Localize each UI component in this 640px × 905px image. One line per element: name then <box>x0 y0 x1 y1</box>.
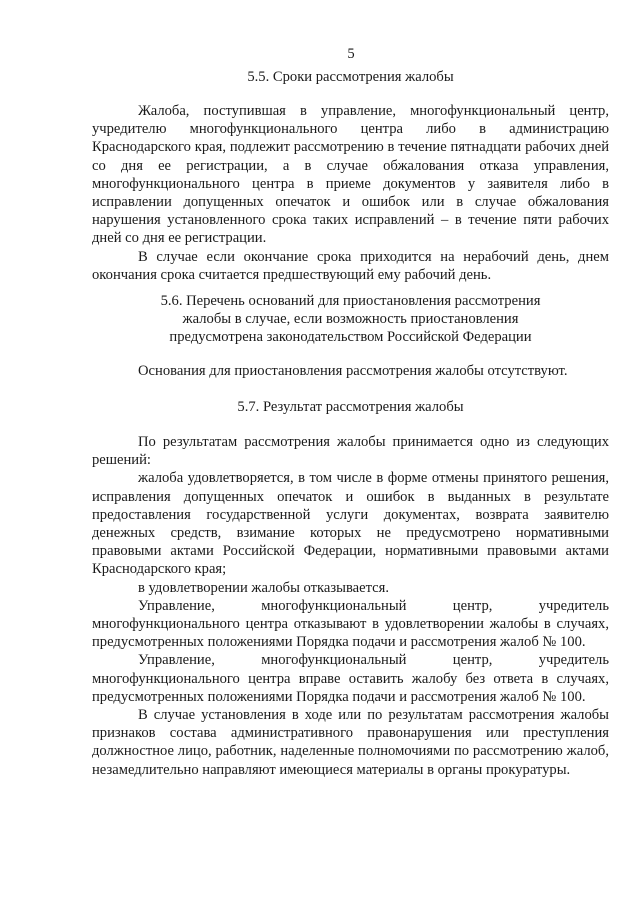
decisions-intro: По результатам рассмотрения жалобы принимается одно из следующих решений: <box>92 434 609 469</box>
nonworking-day-paragraph: В случае если окончание срока приходится на нерабочий день, днем окончания срока считается предшествующий ему рабочий день. <box>92 248 609 283</box>
section-5-5-body <box>92 102 609 284</box>
section-5-6-heading-line-3: предусмотрена законодательством Российской Федерации <box>169 329 532 346</box>
decision-satisfied: жалоба удовлетворяется, в том числе в форме отмены принятого решения, исправления допущенных опечаток и ошибок в выданных в результате предоставления государственной услуги документах, возврата заявителю денежных средств, взимание которых не предусмотрено нормативными правовыми актами Российской Федерации, нормативными правовыми актами Краснодарского края; <box>92 470 609 578</box>
no-grounds-paragraph: Основания для приостановления рассмотрения жалобы отсутствуют. <box>138 363 568 379</box>
section-5-6-heading-line-2: жалобы в случае, если возможность приостановления <box>182 311 519 328</box>
section-5-7-body <box>92 433 609 779</box>
page-number: 5 <box>347 46 355 62</box>
section-5-7-heading: 5.7. Результат рассмотрения жалобы <box>237 399 464 415</box>
refuse-cases-paragraph: Управление, многофункциональный центр, учредитель многофункционального центра отказывают в удовлетворении жалобы в случаях, предусмотренных положениями Порядка подачи и рассмотрения жалоб № 100. <box>92 597 609 651</box>
section-5-5 <box>92 68 609 86</box>
violation-paragraph: В случае установления в ходе или по результатам рассмотрения жалобы признаков состава административного правонарушения или преступления должностное лицо, работник, наделенные полномочиями по рассмотрению жалоб, незамедлительно направляют имеющиеся материалы в органы прокуратуры. <box>92 707 609 778</box>
section-5-6-heading-line-1: 5.6. Перечень оснований для приостановления рассмотрения <box>160 293 541 309</box>
section-5-5-heading: 5.5. Сроки рассмотрения жалобы <box>247 69 454 85</box>
decision-refused: в удовлетворении жалобы отказывается. <box>138 579 390 596</box>
section-5-7 <box>92 398 609 416</box>
leave-unanswered-paragraph: Управление, многофункциональный центр, учредитель многофункционального центра вправе оставить жалобу без ответа в случаях, предусмотренных положениями Порядка подачи и рассмотрения жалоб № 100. <box>92 652 609 705</box>
term-paragraph: Жалоба, поступившая в управление, многофункциональный центр, учредителю многофункционального центра либо в администрацию Краснодарского края, подлежит рассмотрению в течение пятнадцати рабочих дней со дня ее регистрации, а в случае обжалования отказа управления, многофункционального центра в приеме документов у заявителя либо в исправлении допущенных опечаток и ошибок или в случае обжалования нарушения установленного срока таких исправлений – в течение пяти рабочих дней со дня ее регистрации. <box>92 103 609 247</box>
section-5-6-heading <box>92 292 609 347</box>
section-5-6-body <box>92 362 609 380</box>
